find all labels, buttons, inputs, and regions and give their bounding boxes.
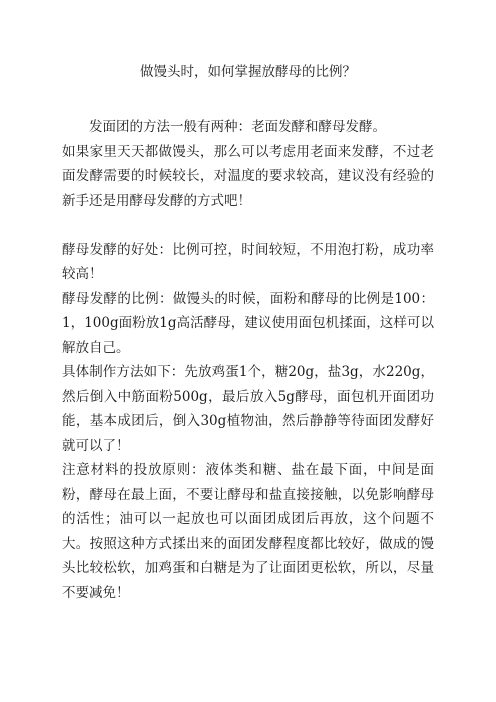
paragraph-gap — [62, 213, 434, 238]
paragraph-yeast-benefits: 酵母发酵的好处：比例可控，时间较短，不用泡打粉，成功率较高！ — [62, 241, 434, 282]
paragraph-method: 具体制作方法如下：先放鸡蛋1个，糖20g，盐3g，水220g，然后倒入中筋面粉500g，最后放入5g酵母，面包机开面团功能，基本成团后，倒入30g植物油，然后静静等待面团发酵好就可以了！ — [62, 364, 434, 454]
document-body — [62, 115, 434, 605]
paragraph-intro: 发面团的方法一般有两种：老面发酵和酵母发酵。 — [89, 119, 386, 135]
paragraph-yeast-ratio: 酵母发酵的比例：做馒头的时候，面粉和酵母的比例是100：1，100g面粉放1g高活酵母，建议使用面包机揉面，这样可以解放自己。 — [62, 290, 434, 356]
paragraph-principles: 注意材料的投放原则：液体类和糖、盐在最下面，中间是面粉，酵母在最上面，不要让酵母和盐直接接触，以免影响酵母的活性；油可以一起放也可以面团成团后再放，这个问题不大。按照这种方式揉出来的面团发酵程度都比较好，做成的馒头比较松软，加鸡蛋和白糖是为了让面团更松软，所以，尽量不要减免！ — [62, 462, 434, 601]
document-title: 做馒头时，如何掌握放酵母的比例？ — [140, 64, 356, 80]
paragraph-old-dough: 如果家里天天都做馒头，那么可以考虑用老面来发酵，不过老面发酵需要的时候较长，对温度的要求较高，建议没有经验的新手还是用酵母发酵的方式吧！ — [62, 143, 434, 209]
